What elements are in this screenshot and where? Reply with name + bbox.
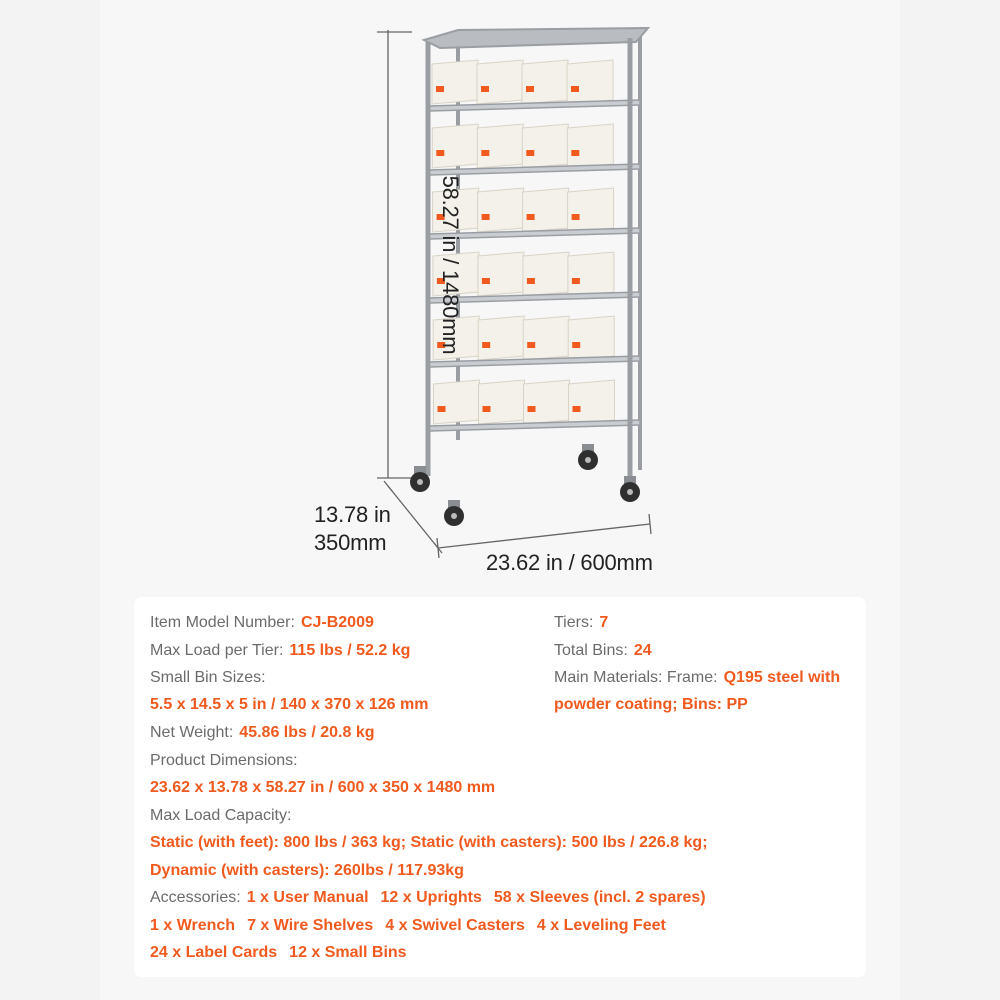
spec-value: Q195 steel with <box>723 669 841 686</box>
spec-label: Main Materials: Frame: <box>554 669 718 686</box>
spec-value: Dynamic (with casters): 260lbs / 117.93kg <box>150 862 464 879</box>
accessory-item: 58 x Sleeves (incl. 2 spares) <box>493 889 706 906</box>
spec-tiers <box>554 612 608 634</box>
spec-value: 45.86 lbs / 20.8 kg <box>239 724 375 741</box>
bin-label-tag <box>483 406 491 412</box>
storage-bin <box>523 188 569 232</box>
spec-accessories-row-3 <box>150 942 407 964</box>
storage-bin <box>568 188 614 232</box>
spec-max-load-capacity <box>150 805 291 827</box>
bin-label-tag <box>572 214 580 220</box>
depth-dimension-label-mm: 350mm <box>314 530 387 555</box>
bin-label-tag <box>482 214 490 220</box>
storage-bin <box>524 380 570 424</box>
spec-bin-sizes-value <box>150 694 428 716</box>
spec-label: Accessories: <box>150 889 241 906</box>
bin-label-tag <box>573 406 581 412</box>
accessory-item: 7 x Wire Shelves <box>247 917 374 934</box>
spec-main-materials-value <box>554 694 748 716</box>
storage-bin <box>567 60 613 104</box>
height-dimension-line <box>377 30 412 478</box>
spec-max-load-capacity-value-2 <box>150 860 464 882</box>
width-dimension-label: 23.62 in / 600mm <box>486 550 653 575</box>
height-dimension-label: 58.27 in / 1480mm <box>438 175 463 355</box>
storage-bin <box>568 252 614 296</box>
bin-label-tag <box>527 214 535 220</box>
spec-value: 24 <box>633 642 652 659</box>
accessory-item: 4 x Swivel Casters <box>385 917 525 934</box>
spec-label: Total Bins: <box>554 642 628 659</box>
top-wire-shelf <box>424 28 648 48</box>
bin-label-tag <box>571 86 579 92</box>
bin-label-tag <box>528 406 536 412</box>
storage-bin <box>522 60 568 104</box>
accessory-item: 24 x Label Cards <box>150 944 278 961</box>
bin-label-tag <box>482 342 490 348</box>
bin-label-tag <box>436 86 444 92</box>
caster-hub <box>451 513 457 519</box>
spec-value: 7 <box>599 614 609 631</box>
spec-value: 5.5 x 14.5 x 5 in / 140 x 370 x 126 mm <box>150 696 429 713</box>
storage-bin <box>479 380 525 424</box>
bin-label-tag <box>527 278 535 284</box>
spec-label: Tiers: <box>554 614 594 631</box>
accessory-item: 1 x Wrench <box>150 917 236 934</box>
spec-label: Item Model Number: <box>150 614 295 631</box>
spec-value: Static (with feet): 800 lbs / 363 kg; Static (with casters): 500 lbs / 226.8 kg; <box>150 834 708 851</box>
spec-label: Max Load per Tier: <box>150 642 284 659</box>
spec-label: Net Weight: <box>150 724 234 741</box>
bin-label-tag <box>572 342 580 348</box>
bin-label-tag <box>572 278 580 284</box>
spec-product-dimensions-value <box>150 777 495 799</box>
spec-max-load-capacity-value-1 <box>150 832 708 854</box>
storage-bin <box>567 124 613 168</box>
bin-label-tag <box>526 86 534 92</box>
accessory-item: 1 x User Manual <box>246 889 369 906</box>
specifications-card <box>134 597 866 977</box>
storage-bin <box>478 316 524 360</box>
storage-bin <box>432 60 478 104</box>
accessory-item: 12 x Small Bins <box>289 944 407 961</box>
caster-hub <box>417 479 423 485</box>
spec-max-load-per-tier <box>150 640 410 662</box>
storage-bin <box>568 316 614 360</box>
bin-label-tag <box>481 150 489 156</box>
spec-accessories <box>150 887 706 909</box>
spec-net-weight <box>150 722 375 744</box>
storage-bin <box>477 60 523 104</box>
spec-label: Product Dimensions: <box>150 752 298 769</box>
spec-product-dimensions <box>150 750 298 772</box>
spec-value: 115 lbs / 52.2 kg <box>289 642 411 659</box>
bin-label-tag <box>482 278 490 284</box>
storage-bin <box>523 316 569 360</box>
bin-label-tag <box>527 342 535 348</box>
bin-label-tag <box>526 150 534 156</box>
spec-value: CJ-B2009 <box>300 614 374 631</box>
caster-hub <box>585 457 591 463</box>
storage-bin <box>569 380 615 424</box>
depth-dimension-line <box>384 481 442 553</box>
depth-dimension-label-inches: 13.78 in <box>314 502 391 527</box>
storage-bin <box>478 188 524 232</box>
spec-model-number <box>150 612 374 634</box>
spec-total-bins <box>554 640 652 662</box>
spec-label: Small Bin Sizes: <box>150 669 266 686</box>
accessory-item: 12 x Uprights <box>380 889 482 906</box>
storage-bin <box>522 124 568 168</box>
storage-bin <box>478 252 524 296</box>
spec-value: powder coating; Bins: PP <box>554 696 748 713</box>
spec-label: Max Load Capacity: <box>150 807 292 824</box>
bin-label-tag <box>571 150 579 156</box>
caster-hub <box>627 489 633 495</box>
spec-bin-sizes <box>150 667 266 689</box>
spec-value: 23.62 x 13.78 x 58.27 in / 600 x 350 x 1480 mm <box>150 779 496 796</box>
spec-accessories-row-2 <box>150 915 666 937</box>
storage-bin <box>523 252 569 296</box>
accessory-item: 4 x Leveling Feet <box>536 917 666 934</box>
storage-bin <box>477 124 523 168</box>
bin-label-tag <box>481 86 489 92</box>
spec-main-materials <box>554 667 840 689</box>
